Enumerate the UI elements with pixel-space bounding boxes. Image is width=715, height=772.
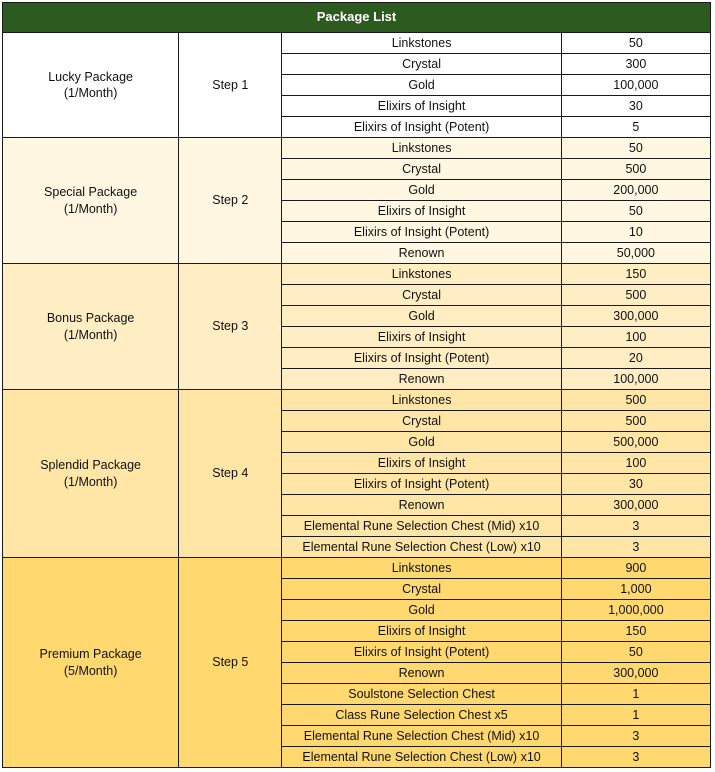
package-name: Bonus Package xyxy=(46,311,135,326)
item-quantity: 50 xyxy=(561,33,710,54)
item-quantity: 300,000 xyxy=(561,663,710,684)
package-step: Step 2 xyxy=(179,138,282,264)
item-name: Crystal xyxy=(282,54,561,75)
package-limit: (1/Month) xyxy=(63,201,118,216)
item-name: Elixirs of Insight xyxy=(282,327,561,348)
item-quantity: 100,000 xyxy=(561,75,710,96)
item-name: Crystal xyxy=(282,285,561,306)
package-name: Premium Package xyxy=(39,647,142,662)
item-name: Elemental Rune Selection Chest (Mid) x10 xyxy=(282,516,561,537)
table-title: Package List xyxy=(3,3,711,33)
item-quantity: 300,000 xyxy=(561,495,710,516)
item-name: Crystal xyxy=(282,159,561,180)
item-quantity: 50 xyxy=(561,138,710,159)
item-quantity: 300,000 xyxy=(561,306,710,327)
item-name: Elemental Rune Selection Chest (Low) x10 xyxy=(282,747,561,768)
item-name: Renown xyxy=(282,369,561,390)
item-quantity: 3 xyxy=(561,537,710,558)
item-quantity: 30 xyxy=(561,474,710,495)
item-name: Elemental Rune Selection Chest (Mid) x10 xyxy=(282,726,561,747)
item-quantity: 500 xyxy=(561,159,710,180)
package-limit: (1/Month) xyxy=(63,474,118,489)
item-name: Elixirs of Insight xyxy=(282,96,561,117)
package-name-cell xyxy=(3,264,179,390)
item-name: Elixirs of Insight (Potent) xyxy=(282,222,561,243)
table-row xyxy=(3,558,711,579)
table-header-row xyxy=(3,3,711,33)
table-row xyxy=(3,390,711,411)
table-row xyxy=(3,33,711,54)
item-name: Linkstones xyxy=(282,390,561,411)
table-row xyxy=(3,138,711,159)
package-step: Step 3 xyxy=(179,264,282,390)
item-quantity: 1,000,000 xyxy=(561,600,710,621)
item-name: Gold xyxy=(282,180,561,201)
package-name: Splendid Package xyxy=(40,458,141,473)
item-name: Elixirs of Insight (Potent) xyxy=(282,117,561,138)
package-limit: (1/Month) xyxy=(63,86,118,100)
item-name: Linkstones xyxy=(282,264,561,285)
item-quantity: 30 xyxy=(561,96,710,117)
item-name: Elixirs of Insight (Potent) xyxy=(282,474,561,495)
item-quantity: 10 xyxy=(561,222,710,243)
package-name: Lucky Package xyxy=(48,69,133,84)
package-name-cell xyxy=(3,558,179,768)
package-step: Step 4 xyxy=(179,390,282,558)
item-name: Crystal xyxy=(282,579,561,600)
item-name: Elixirs of Insight xyxy=(282,201,561,222)
item-quantity: 300 xyxy=(561,54,710,75)
item-name: Gold xyxy=(282,432,561,453)
item-quantity: 500 xyxy=(561,390,710,411)
package-limit: (1/Month) xyxy=(63,327,118,342)
item-quantity: 150 xyxy=(561,621,710,642)
item-name: Class Rune Selection Chest x5 xyxy=(282,705,561,726)
table-body xyxy=(3,33,711,768)
item-quantity: 100 xyxy=(561,453,710,474)
item-quantity: 5 xyxy=(561,117,710,138)
item-quantity: 100,000 xyxy=(561,369,710,390)
item-quantity: 50,000 xyxy=(561,243,710,264)
item-name: Renown xyxy=(282,663,561,684)
item-name: Gold xyxy=(282,75,561,96)
item-name: Elixirs of Insight (Potent) xyxy=(282,348,561,369)
item-quantity: 1,000 xyxy=(561,579,710,600)
item-quantity: 900 xyxy=(561,558,710,579)
item-name: Soulstone Selection Chest xyxy=(282,684,561,705)
item-quantity: 3 xyxy=(561,516,710,537)
item-quantity: 150 xyxy=(561,264,710,285)
item-quantity: 1 xyxy=(561,705,710,726)
table-row xyxy=(3,264,711,285)
item-name: Elemental Rune Selection Chest (Low) x10 xyxy=(282,537,561,558)
item-quantity: 20 xyxy=(561,348,710,369)
package-list xyxy=(2,2,711,768)
package-name-cell xyxy=(3,33,179,138)
item-name: Linkstones xyxy=(282,138,561,159)
item-name: Linkstones xyxy=(282,558,561,579)
item-quantity: 3 xyxy=(561,747,710,768)
item-quantity: 500 xyxy=(561,411,710,432)
package-table xyxy=(2,2,711,768)
item-quantity: 100 xyxy=(561,327,710,348)
package-name-cell xyxy=(3,390,179,558)
item-quantity: 500 xyxy=(561,285,710,306)
item-name: Crystal xyxy=(282,411,561,432)
item-quantity: 1 xyxy=(561,684,710,705)
package-limit: (5/Month) xyxy=(63,663,118,678)
item-name: Gold xyxy=(282,306,561,327)
item-name: Gold xyxy=(282,600,561,621)
item-name: Renown xyxy=(282,243,561,264)
package-step: Step 1 xyxy=(179,33,282,138)
item-quantity: 50 xyxy=(561,642,710,663)
item-quantity: 500,000 xyxy=(561,432,710,453)
item-name: Elixirs of Insight xyxy=(282,453,561,474)
item-name: Renown xyxy=(282,495,561,516)
package-name-cell xyxy=(3,138,179,264)
package-name: Special Package xyxy=(44,185,138,200)
item-name: Elixirs of Insight xyxy=(282,621,561,642)
item-quantity: 200,000 xyxy=(561,180,710,201)
item-quantity: 3 xyxy=(561,726,710,747)
item-name: Linkstones xyxy=(282,33,561,54)
package-step: Step 5 xyxy=(179,558,282,768)
item-quantity: 50 xyxy=(561,201,710,222)
item-name: Elixirs of Insight (Potent) xyxy=(282,642,561,663)
